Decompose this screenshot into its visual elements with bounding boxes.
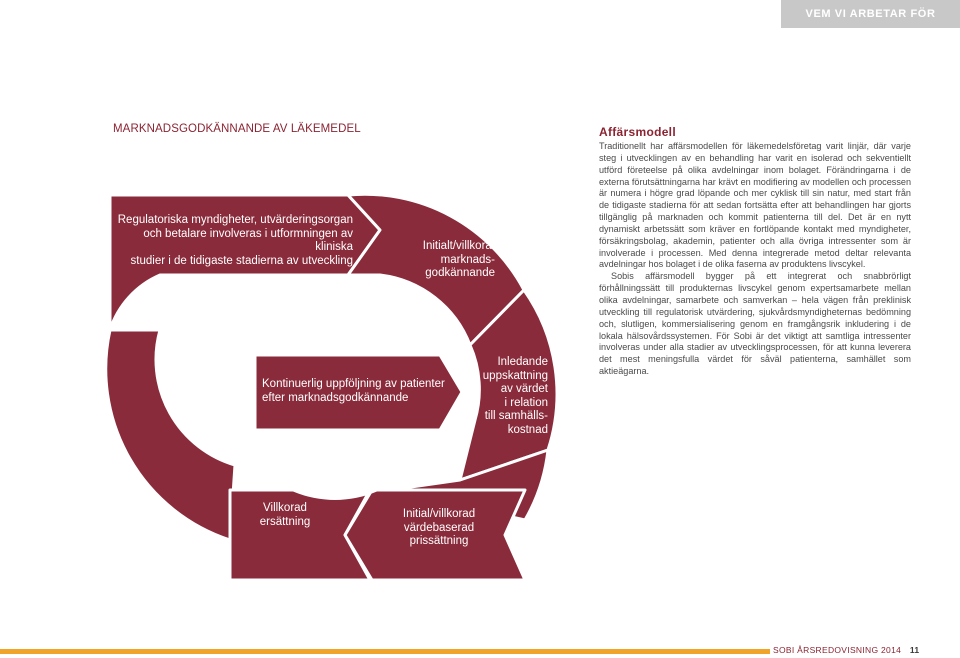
article-paragraph-2: Sobis affärsmodell bygger på ett integrerat och snabbrörligt förhållningssätt till produkternas livscykel genom expertsamarbete mellan olika avdelningar, samarbete och samverkan – hela vägen från preklinisk utveckling till regulatorisk utvärdering, sjukvårdsmyndigheternas bedömning och, slutligen, kommersialisering genom en framgångsrik inkludering i de lokala hälsovårdssystemen. För Sobi är det viktigt att samtliga intressenter involveras under alla stadier av utvecklingsprocessen, för att kunna leverera det mest meningsfulla värdet för såväl patienterna, samhället som aktieägarna. — [599, 271, 911, 377]
label-continuous-followup: Kontinuerlig uppföljning av patienter efter marknadsgodkännande — [262, 378, 445, 404]
page-number: 11 — [909, 645, 920, 655]
section-heading: MARKNADSGODKÄNNANDE AV LÄKEMEDEL — [113, 123, 361, 135]
label-initial-approval: Initialt/villkorat marknads- godkännande — [422, 240, 495, 279]
label-conditional-payment: Villkorad ersättning — [259, 502, 311, 528]
segment-lower-arc — [106, 330, 235, 540]
article-paragraph-1: Traditionellt har affärsmodellen för läkemedelsföretag varit linjär, där varje steg i utvecklingen av en behandling har varit en isolerad och sekventiellt utförd företeelse på olika avdelningar inom bolaget. Förändringarna i de externa förutsättningarna har krävt en modifiering av modellen och processen är numera i högre grad löpande och mer cyklisk till sin natur, med start från de tidigaste stadierna för att sedan fortsätta efter att behandlingen har gjorts tillgänglig på marknaden och kommit patienterna till del. Det är en nytt dynamiskt arbetssätt som kräver en fortlöpande kontakt med myndigheter, försäkringsbolag, akademin, patienter och alla övriga intressenter som är involverade i processen. Med denna integrerade metod deltar relevanta avdelningar hos bolaget i de olika faserna av produktens livscykel. — [599, 141, 911, 270]
label-introductory-estimate: Inledande uppskattning av värdet i relation till samhälls- kostnad — [482, 356, 548, 436]
section-tab[interactable]: VEM VI ARBETAR FÖR — [781, 0, 960, 28]
footer — [773, 645, 919, 655]
article-title: Affärsmodell — [599, 125, 676, 139]
footer-accent-line — [0, 649, 770, 654]
footer-report-title: SOBI ÅRSREDOVISNING 2014 — [773, 645, 902, 655]
article-body — [599, 141, 911, 378]
label-value-pricing: Initial/villkorad värdebaserad prissättning — [402, 508, 476, 547]
label-early-involvement: Regulatoriska myndigheter, utvärderingsorgan och betalare involveras i utformningen av kliniska studier i de tidigaste stadierna av utveckling — [117, 214, 353, 267]
article-column — [599, 125, 911, 378]
